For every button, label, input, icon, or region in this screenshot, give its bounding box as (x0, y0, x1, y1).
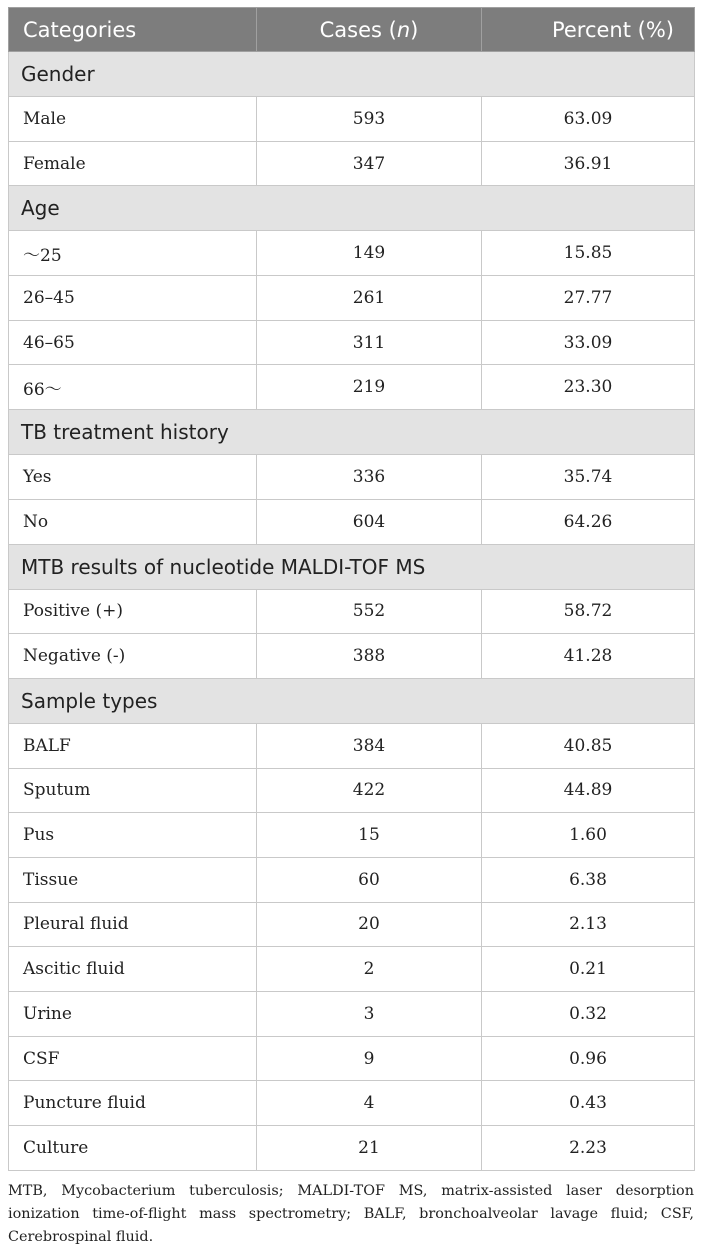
row-percent: 40.85 (482, 723, 695, 768)
row-percent: 15.85 (482, 231, 695, 276)
row-label: Male (9, 97, 257, 142)
table-body (9, 52, 695, 1171)
row-label: Female (9, 141, 257, 186)
section-title: Age (9, 186, 695, 231)
row-label: No (9, 499, 257, 544)
row-label: ～25 (9, 231, 257, 276)
header-cases (257, 8, 482, 52)
table-row (9, 231, 695, 276)
row-cases: 149 (257, 231, 482, 276)
row-percent: 0.43 (482, 1081, 695, 1126)
table-row (9, 902, 695, 947)
table-row (9, 1081, 695, 1126)
row-cases: 60 (257, 857, 482, 902)
row-label: Puncture fluid (9, 1081, 257, 1126)
row-percent: 58.72 (482, 589, 695, 634)
row-cases: 4 (257, 1081, 482, 1126)
row-cases: 219 (257, 365, 482, 410)
header-percent: Percent (%) (482, 8, 695, 52)
row-cases: 9 (257, 1036, 482, 1081)
row-cases: 336 (257, 455, 482, 500)
row-cases: 311 (257, 320, 482, 365)
header-categories: Categories (9, 8, 257, 52)
row-cases: 21 (257, 1126, 482, 1171)
table-row (9, 723, 695, 768)
table-row (9, 1126, 695, 1171)
section-title: Gender (9, 52, 695, 97)
row-percent: 27.77 (482, 276, 695, 321)
row-percent: 35.74 (482, 455, 695, 500)
table-row (9, 947, 695, 992)
data-table (8, 7, 695, 1171)
row-label: Positive (+) (9, 589, 257, 634)
table-row (9, 499, 695, 544)
row-percent: 63.09 (482, 97, 695, 142)
row-label: 66～ (9, 365, 257, 410)
row-label: Pus (9, 813, 257, 858)
row-percent: 64.26 (482, 499, 695, 544)
row-label: Sputum (9, 768, 257, 813)
row-percent: 0.21 (482, 947, 695, 992)
table-footnote: MTB, Mycobacterium tuberculosis; MALDI-TOF MS, matrix-assisted laser desorption ionization time-of-flight mass spectrometry; BALF, bronchoalveolar lavage fluid; CSF, Cerebrospinal fluid. (8, 1183, 694, 1245)
row-percent: 0.32 (482, 992, 695, 1037)
row-cases: 347 (257, 141, 482, 186)
table-row (9, 141, 695, 186)
row-cases: 422 (257, 768, 482, 813)
row-cases: 20 (257, 902, 482, 947)
row-percent: 2.23 (482, 1126, 695, 1171)
row-cases: 384 (257, 723, 482, 768)
row-percent: 36.91 (482, 141, 695, 186)
row-percent: 6.38 (482, 857, 695, 902)
row-label: 26–45 (9, 276, 257, 321)
row-percent: 1.60 (482, 813, 695, 858)
row-percent: 41.28 (482, 634, 695, 679)
table-row (9, 634, 695, 679)
row-percent: 2.13 (482, 902, 695, 947)
table-row (9, 768, 695, 813)
row-cases: 604 (257, 499, 482, 544)
row-cases: 3 (257, 992, 482, 1037)
header-cases-prefix: Cases ( (319, 17, 397, 42)
row-cases: 261 (257, 276, 482, 321)
table-row (9, 365, 695, 410)
row-cases: 388 (257, 634, 482, 679)
row-label: Urine (9, 992, 257, 1037)
row-label: BALF (9, 723, 257, 768)
row-label: Culture (9, 1126, 257, 1171)
section-row (9, 544, 695, 589)
section-row (9, 678, 695, 723)
header-cases-n: n (396, 17, 411, 42)
header-row (9, 8, 695, 52)
row-cases: 15 (257, 813, 482, 858)
row-label: Negative (-) (9, 634, 257, 679)
section-title: MTB results of nucleotide MALDI-TOF MS (9, 544, 695, 589)
table-row (9, 320, 695, 365)
table-row (9, 857, 695, 902)
table-row (9, 97, 695, 142)
row-label: Pleural fluid (9, 902, 257, 947)
row-label: 46–65 (9, 320, 257, 365)
section-row (9, 410, 695, 455)
row-label: Tissue (9, 857, 257, 902)
table-row (9, 455, 695, 500)
section-row (9, 52, 695, 97)
row-label: CSF (9, 1036, 257, 1081)
row-label: Ascitic fluid (9, 947, 257, 992)
row-percent: 44.89 (482, 768, 695, 813)
table-row (9, 276, 695, 321)
table-row (9, 1036, 695, 1081)
row-label: Yes (9, 455, 257, 500)
row-percent: 0.96 (482, 1036, 695, 1081)
section-row (9, 186, 695, 231)
row-percent: 33.09 (482, 320, 695, 365)
row-cases: 2 (257, 947, 482, 992)
header-cases-suffix: ) (410, 17, 419, 42)
row-percent: 23.30 (482, 365, 695, 410)
row-cases: 593 (257, 97, 482, 142)
table-row (9, 813, 695, 858)
section-title: Sample types (9, 678, 695, 723)
row-cases: 552 (257, 589, 482, 634)
table-row (9, 589, 695, 634)
table-row (9, 992, 695, 1037)
section-title: TB treatment history (9, 410, 695, 455)
